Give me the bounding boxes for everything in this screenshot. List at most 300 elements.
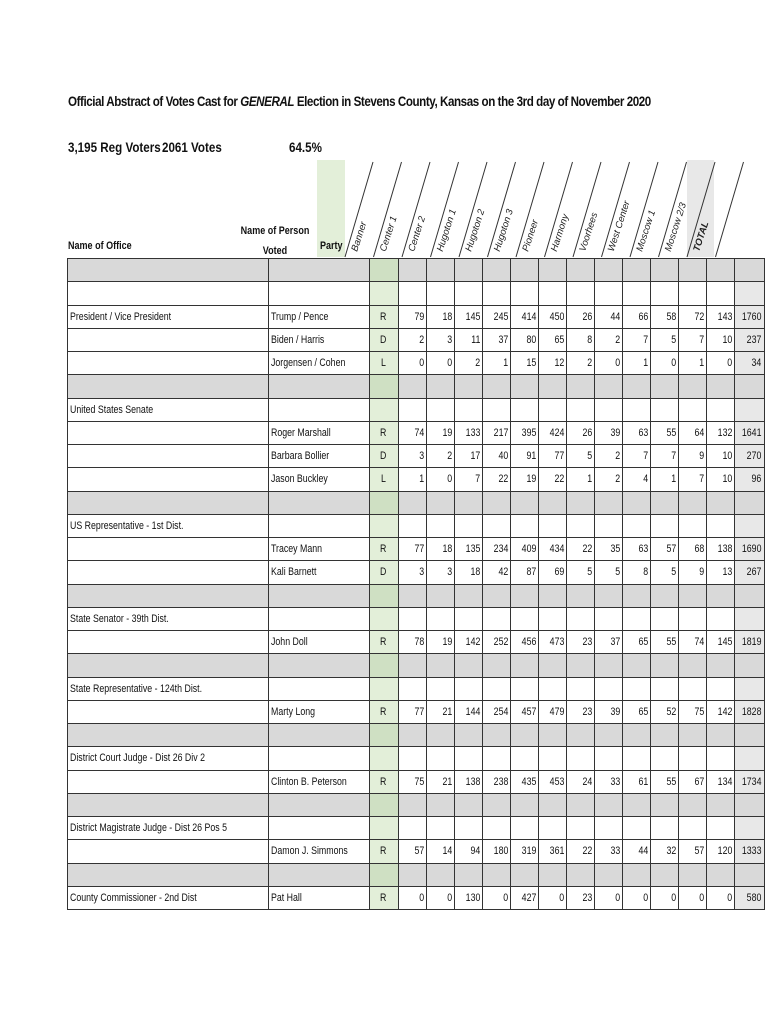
vote-cell [707, 607, 735, 630]
vote-cell: 2 [567, 352, 595, 375]
vote-cell [427, 863, 455, 886]
total-cell: 1333 [735, 840, 764, 863]
vote-cell: 11 [455, 328, 483, 351]
party-cell [370, 677, 399, 700]
vote-cell: 145 [707, 631, 735, 654]
vote-cell [651, 584, 679, 607]
precinct-column-header: Hugoton 3 [491, 207, 516, 253]
vote-cell: 37 [483, 328, 511, 351]
vote-cell [511, 259, 539, 282]
total-cell [735, 817, 764, 840]
office-cell [68, 793, 269, 816]
party-cell [370, 724, 399, 747]
vote-cell: 1 [623, 352, 651, 375]
vote-cell: 2 [427, 445, 455, 468]
vote-cell [707, 491, 735, 514]
party-cell: R [370, 631, 399, 654]
vote-cell [707, 282, 735, 305]
vote-cell: 3 [399, 561, 427, 584]
office-cell [68, 584, 269, 607]
office-cell [68, 561, 269, 584]
vote-cell [539, 259, 567, 282]
total-cell: 270 [735, 445, 764, 468]
office-cell: President / Vice President [68, 305, 269, 328]
vote-cell [679, 584, 707, 607]
party-cell: R [370, 538, 399, 561]
vote-cell: 361 [539, 840, 567, 863]
vote-cell [623, 817, 651, 840]
vote-cell: 3 [399, 445, 427, 468]
vote-cell: 1 [399, 468, 427, 491]
vote-cell: 5 [651, 561, 679, 584]
vote-cell [651, 375, 679, 398]
vote-cell [595, 282, 623, 305]
vote-cell: 2 [595, 468, 623, 491]
candidate-cell: Damon J. Simmons [269, 840, 370, 863]
vote-cell [399, 375, 427, 398]
vote-cell: 23 [567, 700, 595, 723]
vote-cell: 22 [567, 538, 595, 561]
vote-cell: 134 [707, 770, 735, 793]
vote-cell: 144 [455, 700, 483, 723]
vote-cell: 0 [483, 886, 511, 909]
vote-cell [539, 863, 567, 886]
vote-cell: 0 [623, 886, 651, 909]
vote-cell: 0 [427, 886, 455, 909]
vote-cell [483, 793, 511, 816]
vote-cell: 120 [707, 840, 735, 863]
vote-cell [651, 677, 679, 700]
vote-cell [399, 654, 427, 677]
vote-cell: 77 [399, 700, 427, 723]
vote-cell: 10 [707, 445, 735, 468]
vote-cell [679, 724, 707, 747]
header-divider [716, 162, 744, 257]
vote-cell: 68 [679, 538, 707, 561]
vote-cell [483, 654, 511, 677]
vote-cell [399, 724, 427, 747]
vote-cell [679, 375, 707, 398]
precinct-column-header: Voorhees [577, 211, 601, 253]
vote-cell [539, 584, 567, 607]
office-cell: County Commissioner - 2nd Dist [68, 886, 269, 909]
vote-cell [623, 724, 651, 747]
vote-cell [455, 259, 483, 282]
office-column-header: Name of Office [68, 240, 132, 252]
vote-cell: 37 [595, 631, 623, 654]
vote-cell: 75 [399, 770, 427, 793]
vote-cell [511, 817, 539, 840]
table-row [68, 607, 765, 630]
vote-cell [399, 259, 427, 282]
vote-cell: 7 [651, 445, 679, 468]
vote-cell [623, 398, 651, 421]
vote-cell: 1 [679, 352, 707, 375]
party-cell [370, 259, 399, 282]
vote-cell [595, 654, 623, 677]
candidate-cell [269, 724, 370, 747]
total-cell: 1760 [735, 305, 764, 328]
vote-cell [679, 677, 707, 700]
vote-cell [483, 584, 511, 607]
vote-cell [399, 863, 427, 886]
party-cell [370, 863, 399, 886]
vote-cell: 7 [455, 468, 483, 491]
party-cell: R [370, 700, 399, 723]
vote-cell [707, 259, 735, 282]
vote-cell: 12 [539, 352, 567, 375]
vote-cell: 23 [567, 886, 595, 909]
vote-cell: 245 [483, 305, 511, 328]
table-row [68, 282, 765, 305]
vote-cell: 44 [623, 840, 651, 863]
vote-cell [539, 747, 567, 770]
vote-cell: 55 [651, 631, 679, 654]
vote-cell [427, 747, 455, 770]
vote-cell: 19 [427, 631, 455, 654]
vote-cell [679, 607, 707, 630]
vote-cell: 0 [595, 352, 623, 375]
vote-cell: 87 [511, 561, 539, 584]
separator-row [68, 375, 765, 398]
party-cell [370, 375, 399, 398]
precinct-column-header: Hugoton 1 [434, 207, 459, 253]
vote-cell [623, 747, 651, 770]
vote-cell [455, 677, 483, 700]
vote-cell: 58 [651, 305, 679, 328]
vote-cell [511, 677, 539, 700]
vote-cell [539, 793, 567, 816]
candidate-cell [269, 282, 370, 305]
total-cell [735, 259, 764, 282]
vote-cell: 1 [651, 468, 679, 491]
vote-cell [399, 677, 427, 700]
office-cell [68, 282, 269, 305]
vote-cell [427, 491, 455, 514]
vote-cell: 61 [623, 770, 651, 793]
office-cell: District Court Judge - Dist 26 Div 2 [68, 747, 269, 770]
vote-cell [511, 607, 539, 630]
party-cell [370, 747, 399, 770]
separator-row [68, 491, 765, 514]
office-cell [68, 700, 269, 723]
vote-cell: 130 [455, 886, 483, 909]
vote-cell: 1 [567, 468, 595, 491]
vote-cell [399, 398, 427, 421]
vote-cell [567, 584, 595, 607]
vote-cell: 8 [567, 328, 595, 351]
vote-cell [427, 654, 455, 677]
table-row [68, 700, 765, 723]
vote-cell: 24 [567, 770, 595, 793]
candidate-cell [269, 793, 370, 816]
party-cell: R [370, 886, 399, 909]
table-row [68, 538, 765, 561]
vote-cell [595, 677, 623, 700]
vote-cell [595, 584, 623, 607]
total-cell [735, 724, 764, 747]
vote-cell: 77 [539, 445, 567, 468]
office-cell [68, 770, 269, 793]
table-row [68, 747, 765, 770]
vote-cell [511, 724, 539, 747]
vote-cell: 65 [623, 631, 651, 654]
total-cell [735, 514, 764, 537]
party-cell [370, 793, 399, 816]
office-cell: United States Senate [68, 398, 269, 421]
vote-cell [455, 398, 483, 421]
vote-cell [399, 793, 427, 816]
vote-cell [427, 793, 455, 816]
vote-cell [455, 375, 483, 398]
vote-cell: 142 [707, 700, 735, 723]
vote-cell: 63 [623, 538, 651, 561]
party-cell: R [370, 770, 399, 793]
candidate-column-header: Name of Person Voted [240, 225, 310, 257]
vote-cell: 0 [707, 352, 735, 375]
vote-cell [623, 491, 651, 514]
vote-cell: 75 [679, 700, 707, 723]
vote-cell: 2 [595, 328, 623, 351]
total-cell [735, 793, 764, 816]
vote-cell [427, 584, 455, 607]
vote-cell: 26 [567, 305, 595, 328]
vote-cell [483, 724, 511, 747]
vote-cell [651, 398, 679, 421]
vote-cell: 18 [427, 538, 455, 561]
results-table [67, 258, 765, 910]
candidate-cell: Trump / Pence [269, 305, 370, 328]
table-row [68, 328, 765, 351]
office-cell [68, 468, 269, 491]
office-cell: US Representative - 1st Dist. [68, 514, 269, 537]
vote-cell [679, 747, 707, 770]
vote-cell [539, 375, 567, 398]
vote-cell [399, 514, 427, 537]
party-cell [370, 491, 399, 514]
vote-cell [567, 607, 595, 630]
vote-cell [511, 491, 539, 514]
vote-cell: 10 [707, 328, 735, 351]
vote-cell: 66 [623, 305, 651, 328]
vote-cell: 0 [399, 352, 427, 375]
vote-cell [651, 793, 679, 816]
vote-cell: 67 [679, 770, 707, 793]
vote-cell: 22 [539, 468, 567, 491]
vote-cell: 2 [455, 352, 483, 375]
vote-cell: 23 [567, 631, 595, 654]
vote-cell: 435 [511, 770, 539, 793]
vote-cell [651, 607, 679, 630]
total-cell [735, 863, 764, 886]
vote-cell: 3 [427, 328, 455, 351]
vote-cell: 0 [651, 886, 679, 909]
precinct-column-header: Hugoton 2 [463, 207, 488, 253]
vote-cell: 65 [623, 700, 651, 723]
vote-cell [679, 793, 707, 816]
vote-cell [483, 514, 511, 537]
office-cell [68, 840, 269, 863]
vote-cell [595, 398, 623, 421]
vote-cell [651, 654, 679, 677]
candidate-cell [269, 375, 370, 398]
vote-cell [511, 793, 539, 816]
vote-cell [595, 724, 623, 747]
total-cell [735, 375, 764, 398]
total-cell [735, 584, 764, 607]
vote-cell: 0 [399, 886, 427, 909]
vote-cell [539, 654, 567, 677]
vote-cell [651, 724, 679, 747]
vote-cell: 252 [483, 631, 511, 654]
table-row [68, 770, 765, 793]
table-row [68, 840, 765, 863]
vote-cell [567, 654, 595, 677]
vote-cell [539, 607, 567, 630]
vote-cell [483, 607, 511, 630]
vote-cell [483, 398, 511, 421]
vote-cell [679, 514, 707, 537]
vote-cell [707, 514, 735, 537]
vote-cell [595, 491, 623, 514]
vote-cell: 9 [679, 445, 707, 468]
total-cell: 1690 [735, 538, 764, 561]
votes-cast: 2061 Votes [162, 140, 222, 155]
vote-cell: 52 [651, 700, 679, 723]
vote-cell: 4 [623, 468, 651, 491]
vote-cell [595, 514, 623, 537]
vote-cell [707, 793, 735, 816]
vote-cell [399, 282, 427, 305]
office-cell [68, 863, 269, 886]
office-cell [68, 538, 269, 561]
vote-cell [483, 863, 511, 886]
vote-cell [707, 817, 735, 840]
office-cell: District Magistrate Judge - Dist 26 Pos 5 [68, 817, 269, 840]
vote-cell: 138 [455, 770, 483, 793]
vote-cell [595, 817, 623, 840]
vote-cell [511, 654, 539, 677]
vote-cell [455, 584, 483, 607]
precinct-header [0, 0, 770, 262]
vote-cell: 0 [595, 886, 623, 909]
vote-cell: 2 [595, 445, 623, 468]
vote-cell: 80 [511, 328, 539, 351]
precinct-column-header: Center 1 [377, 214, 400, 253]
candidate-cell: Marty Long [269, 700, 370, 723]
vote-cell [511, 375, 539, 398]
vote-cell [455, 282, 483, 305]
vote-cell [679, 491, 707, 514]
vote-cell: 22 [567, 840, 595, 863]
party-column-header: Party [320, 240, 343, 252]
vote-cell: 10 [707, 468, 735, 491]
office-cell [68, 352, 269, 375]
vote-cell: 2 [399, 328, 427, 351]
candidate-cell [269, 677, 370, 700]
vote-cell: 39 [595, 700, 623, 723]
party-cell [370, 607, 399, 630]
vote-cell: 7 [679, 468, 707, 491]
vote-cell: 77 [399, 538, 427, 561]
party-cell [370, 817, 399, 840]
vote-cell [623, 654, 651, 677]
vote-cell [679, 259, 707, 282]
vote-cell: 9 [679, 561, 707, 584]
vote-cell [567, 863, 595, 886]
vote-cell: 7 [623, 328, 651, 351]
vote-cell [567, 817, 595, 840]
vote-cell [455, 724, 483, 747]
candidate-cell: Pat Hall [269, 886, 370, 909]
vote-cell: 0 [651, 352, 679, 375]
vote-cell [567, 375, 595, 398]
total-cell: 96 [735, 468, 764, 491]
total-cell: 34 [735, 352, 764, 375]
vote-cell [567, 724, 595, 747]
vote-cell [623, 259, 651, 282]
precinct-column-header: Moscow 2/3 [662, 201, 690, 253]
total-cell [735, 677, 764, 700]
office-cell [68, 724, 269, 747]
vote-cell: 138 [707, 538, 735, 561]
vote-cell [595, 863, 623, 886]
vote-cell: 434 [539, 538, 567, 561]
table-row [68, 631, 765, 654]
vote-cell: 5 [567, 561, 595, 584]
total-cell: 237 [735, 328, 764, 351]
vote-cell [483, 747, 511, 770]
vote-cell: 64 [679, 421, 707, 444]
total-cell: 580 [735, 886, 764, 909]
vote-cell: 21 [427, 770, 455, 793]
vote-cell: 132 [707, 421, 735, 444]
party-cell [370, 282, 399, 305]
vote-cell [707, 677, 735, 700]
vote-cell: 395 [511, 421, 539, 444]
candidate-cell: Barbara Bollier [269, 445, 370, 468]
table-row [68, 886, 765, 909]
vote-cell [707, 584, 735, 607]
vote-cell: 39 [595, 421, 623, 444]
vote-cell: 143 [707, 305, 735, 328]
table-row [68, 677, 765, 700]
table-row [68, 421, 765, 444]
vote-cell: 14 [427, 840, 455, 863]
vote-cell [707, 863, 735, 886]
party-cell: D [370, 561, 399, 584]
vote-cell [707, 654, 735, 677]
vote-cell [567, 514, 595, 537]
vote-cell [455, 793, 483, 816]
candidate-cell [269, 747, 370, 770]
vote-cell [651, 282, 679, 305]
vote-cell [427, 282, 455, 305]
vote-cell [399, 747, 427, 770]
vote-cell [399, 584, 427, 607]
total-cell [735, 607, 764, 630]
vote-cell: 238 [483, 770, 511, 793]
vote-cell [595, 375, 623, 398]
vote-cell [427, 514, 455, 537]
vote-cell [623, 863, 651, 886]
vote-cell: 457 [511, 700, 539, 723]
vote-cell: 18 [455, 561, 483, 584]
vote-cell [483, 259, 511, 282]
vote-cell [427, 817, 455, 840]
candidate-cell [269, 584, 370, 607]
separator-row [68, 654, 765, 677]
